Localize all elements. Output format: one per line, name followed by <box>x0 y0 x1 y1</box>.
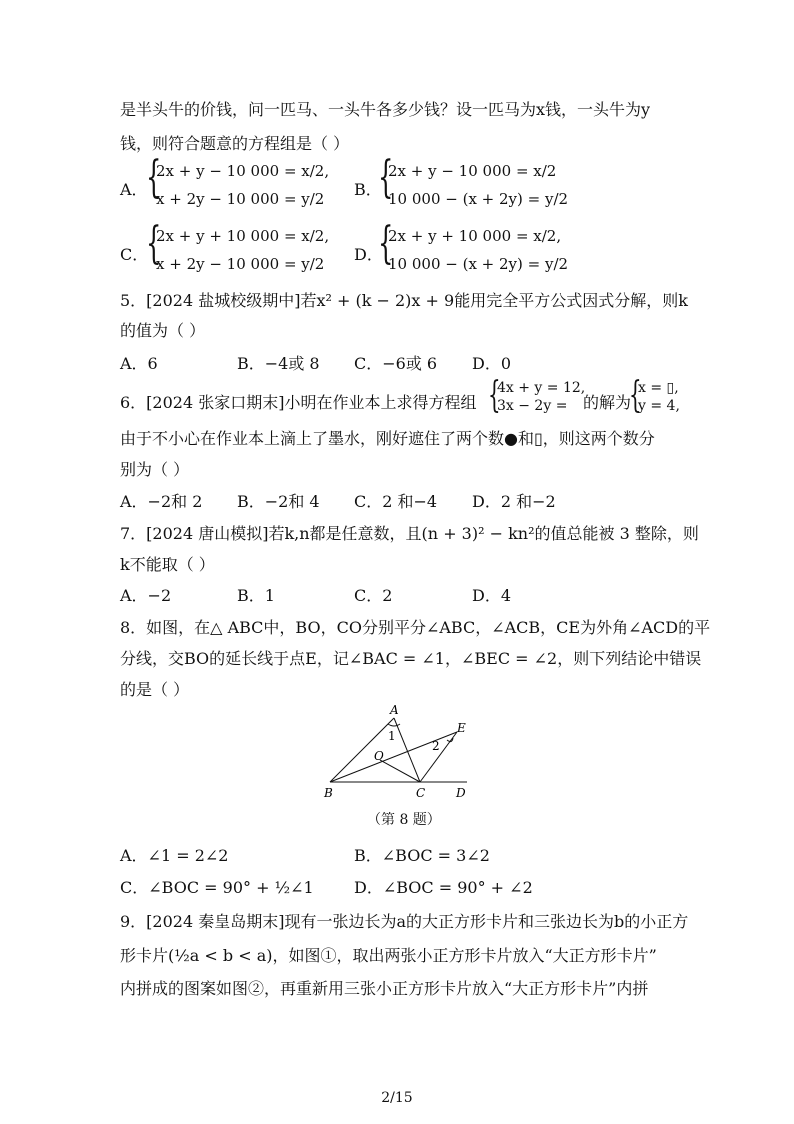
figure-caption: （第 8 题） <box>367 812 441 828</box>
label-o: O <box>374 749 384 763</box>
q7-option-d: D．4 <box>472 586 512 605</box>
document-page: 是半头牛的价钱，问一匹马、一头牛各多少钱？设一匹马为x钱，一头牛为y 钱，则符合题意的方程组是（ ） A． { 2x + y − 10 000 = x/2, x + 2y − 10 000 = y/2 B． { 2x + y − 10 000 = x/2 10 000 − (x + 2y) = y/2 C． { 2x + y + 10 000 = x/2, x + 2y − 10 000 = y/2 D． { 2x + y + 10 000 = x/2, 10 000 − (x + 2y) = y/2 5．[2024 盐城校级期中]若x² + (k − 2)x + 9能用完全平方公式因式分解，则k 的值为（ ） A．6 B．−4或 8 C．−6或 6 D．0 6．[2024 张家口期末]小明在作业本上求得方程组 { 4x + y = 12, 3x − 2y = 的解为 { x = ▯, y = 4, 由于不小心在作业本上滴上了墨水，刚好遮住了两个数●和▯，则这两个数分 别为（ ） A．−2和 2 B．−2和 4 C．2 和−4 D．2 和−2 7．[2024 唐山模拟]若k,n都是任意数，且(n + 3)² − kn²的值总能被 3 整除，则 k不能取（ ） A．−2 B．1 C．2 D．4 8．如图，在△ ABC中，BO，CO分别平分∠ABC，∠ACB，CE为外角∠ACD的平 分线，交BO的延长线于点E，记∠BAC = ∠1，∠BEC = ∠2，则下列结论中错误 的是（ ） A B C D E O 1 2 （第 8 题） A．∠1 = 2∠2 B．∠BOC = 3∠2 C．∠BOC = 90° + ½∠1 D．∠BOC = 90° + ∠2 9．[2024 秦皇岛期末]现有一张边长为a的大正方形卡片和三张边长为b的小正方 形卡片(½a < b < a)，如图①，取出两张小正方形卡片放入“大正方形卡片” 内拼成的图案如图②，再重新用三张小正方形卡片放入“大正方形卡片”内拼 2/15 <box>0 0 794 1124</box>
q7-line-2: k不能取（ ） <box>120 555 215 574</box>
brace: { <box>629 375 642 416</box>
brace: { <box>378 218 394 269</box>
q8-option-d: D．∠BOC = 90° + ∠2 <box>354 878 533 897</box>
angle-1-arc <box>388 724 400 726</box>
label-d: D <box>456 786 466 800</box>
q9-line-3: 内拼成的图案如图②，再重新用三张小正方形卡片放入“大正方形卡片”内拼 <box>120 979 649 998</box>
q8-line-2: 分线，交BO的延长线于点E，记∠BAC = ∠1，∠BEC = ∠2，则下列结论中错误 <box>120 649 702 668</box>
brace: { <box>146 152 162 203</box>
q7-option-c: C．2 <box>354 586 393 605</box>
label-angle-1: 1 <box>388 729 396 743</box>
line-ac <box>394 718 420 782</box>
page-number: 2/15 <box>381 1090 413 1106</box>
q8-line-3: 的是（ ） <box>120 680 190 699</box>
brace: { <box>378 152 394 203</box>
q7-option-b: B．1 <box>237 586 275 605</box>
q7-option-a: A．−2 <box>120 586 172 605</box>
line-ba <box>330 718 394 782</box>
q6-prefix: 6．[2024 张家口期末]小明在作业本上求得方程组 <box>120 393 477 412</box>
q8-option-b: B．∠BOC = 3∠2 <box>354 846 490 865</box>
q5-option-b: B．−4或 8 <box>237 354 320 373</box>
intro-line-1: 是半头牛的价钱，问一匹马、一头牛各多少钱？设一匹马为x钱，一头牛为y <box>120 100 651 119</box>
q6-line-2: 由于不小心在作业本上滴上了墨水，刚好遮住了两个数●和▯，则这两个数分 <box>120 429 655 448</box>
q5-option-c: C．−6或 6 <box>354 354 438 373</box>
line-oc <box>380 760 420 782</box>
q7-line-1: 7．[2024 唐山模拟]若k,n都是任意数，且(n + 3)² − kn²的值总能被 3 整除，则 <box>120 524 699 543</box>
q8-option-c: C．∠BOC = 90° + ½∠1 <box>120 878 314 897</box>
q6-option-a: A．−2和 2 <box>120 492 203 511</box>
label-e: E <box>457 721 466 735</box>
q5-option-d: D．0 <box>472 354 512 373</box>
intro-line-2: 钱，则符合题意的方程组是（ ） <box>120 134 350 153</box>
brace: { <box>488 375 501 416</box>
q6-option-c: C．2 和−4 <box>354 492 438 511</box>
q9-line-1: 9．[2024 秦皇岛期末]现有一张边长为a的大正方形卡片和三张边长为b的小正方 <box>120 912 689 931</box>
q5-option-a: A．6 <box>120 354 158 373</box>
q6-option-d: D．2 和−2 <box>472 492 556 511</box>
q9-line-2: 形卡片(½a < b < a)，如图①，取出两张小正方形卡片放入“大正方形卡片” <box>120 946 657 965</box>
label-c: C <box>416 786 426 800</box>
q5-line-2: 的值为（ ） <box>120 321 206 340</box>
q6-mid: 的解为 <box>583 393 632 412</box>
triangle-figure <box>322 702 472 812</box>
label-angle-2: 2 <box>432 739 440 753</box>
label-a: A <box>390 703 399 717</box>
q6-line-3: 别为（ ） <box>120 460 190 479</box>
label-b: B <box>324 786 333 800</box>
q8-line-1: 8．如图，在△ ABC中，BO，CO分别平分∠ABC，∠ACB，CE为外角∠ACD的平 <box>120 618 711 637</box>
q6-option-b: B．−2和 4 <box>237 492 320 511</box>
brace: { <box>146 218 162 269</box>
q5-line-1: 5．[2024 盐城校级期中]若x² + (k − 2)x + 9能用完全平方公式因式分解，则k <box>120 291 688 310</box>
q8-option-a: A．∠1 = 2∠2 <box>120 846 229 865</box>
